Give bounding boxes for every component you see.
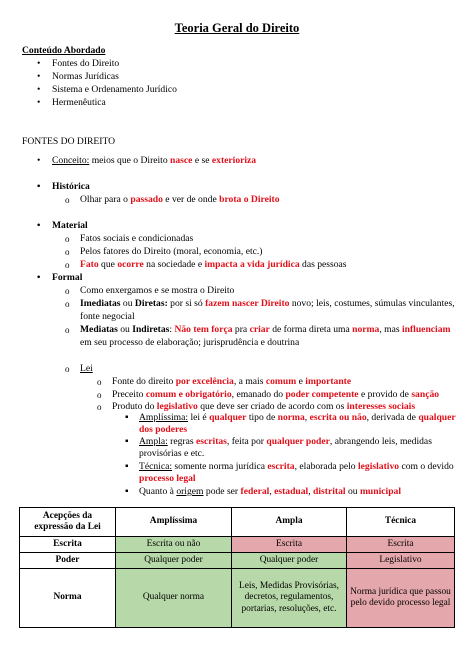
highlight: passado — [130, 194, 163, 205]
table-header: Amplíssima — [116, 508, 232, 537]
mediatas-line — [80, 324, 451, 336]
highlight: exterioriza — [211, 155, 257, 166]
text: meios que o Direito — [89, 155, 171, 166]
text: Olhar para o — [80, 194, 131, 205]
highlight: distrital — [313, 486, 346, 497]
text: e provido de — [358, 389, 412, 400]
text: regras — [167, 436, 197, 447]
text: Preceito — [112, 389, 146, 400]
text: novo; leis, costumes, súmulas vinculantes, — [289, 298, 455, 309]
highlight: fazem nascer Direito — [205, 298, 290, 309]
text: e — [296, 376, 306, 387]
text: ou — [345, 486, 360, 497]
tecnica-cont: processo legal — [139, 473, 196, 484]
table-cell: Escrita ou não — [116, 537, 232, 553]
highlight: estadual — [274, 486, 309, 497]
highlight: Não tem força — [174, 324, 233, 335]
text: Fonte do direito — [112, 376, 176, 387]
mediatas-cont: em seu processo de elaboração; jurisprudência e doutrina — [80, 337, 300, 348]
text: , — [304, 412, 310, 423]
text: e ver de onde — [162, 194, 220, 205]
label: Indiretas — [132, 324, 170, 335]
text: , a mais — [233, 376, 266, 387]
text: ou — [117, 324, 133, 335]
imediatas-line — [80, 298, 455, 310]
text: origem — [176, 486, 204, 497]
highlight: legislativo — [156, 401, 198, 412]
page-title: Teoria Geral do Direito — [174, 21, 300, 35]
text: pra — [232, 324, 250, 335]
highlight: escritas — [196, 436, 227, 447]
highlight: impacta a vida jurídica — [204, 259, 300, 270]
row-label: Poder — [20, 553, 116, 569]
label: Imediatas — [80, 298, 121, 309]
conteudo-item: • Normas Jurídicas — [52, 71, 119, 83]
amplissima-cont: dos poderes — [139, 424, 188, 435]
imediatas-cont: fonte negocial — [80, 311, 135, 322]
material-label: • Material — [52, 220, 88, 232]
table-cell: Qualquer poder — [232, 553, 347, 569]
table-cell: Escrita — [232, 537, 347, 553]
table-header-row — [20, 508, 455, 537]
highlight: norma — [352, 324, 380, 335]
conceito-line — [52, 155, 256, 167]
highlight: Fato — [80, 259, 99, 270]
material-sub — [80, 259, 347, 271]
conteudo-item: • Fontes do Direito — [52, 58, 119, 70]
highlight: sanção — [411, 389, 440, 400]
highlight: norma — [277, 412, 305, 423]
fontes-heading: FONTES DO DIREITO — [22, 136, 116, 147]
table-header: Ampla — [232, 508, 347, 537]
conceito-label: Conceito: — [52, 155, 90, 166]
lei-item — [112, 376, 351, 388]
amplissima-line — [139, 412, 456, 424]
tecnica-line — [139, 461, 454, 473]
label: Amplíssima: — [139, 412, 189, 423]
table-row — [20, 569, 455, 628]
material-sub: o Fatos sociais e condicionadas — [80, 233, 193, 245]
ampla-line — [139, 436, 432, 448]
table-row — [20, 537, 455, 553]
label: Ampla: — [139, 436, 168, 447]
text: lei é — [188, 412, 210, 423]
formal-sub: o Como enxergamos e se mostra o Direito — [80, 285, 234, 297]
label: Técnica: — [139, 461, 173, 472]
conteudo-item: • Sistema e Ordenamento Jurídico — [52, 84, 177, 96]
table-cell: Qualquer poder — [116, 553, 232, 569]
table-cell: Legislativo — [347, 553, 455, 569]
text: tipo de — [246, 412, 278, 423]
acepcoes-table — [19, 507, 455, 628]
lei-label: o Lei — [80, 363, 93, 375]
formal-label: • Formal — [52, 272, 82, 284]
table-cell: Leis, Medidas Provisórias, decretos, regulamentos, portarias, resoluções, etc. — [232, 569, 347, 628]
conteudo-heading: Conteúdo Abordado — [22, 45, 106, 56]
table-cell: Norma jurídica que passou pelo devido processo legal — [347, 569, 455, 628]
text: com o devido — [399, 461, 454, 472]
historica-label: • Histórica — [52, 181, 90, 193]
text: por si só — [167, 298, 206, 309]
text: , feita por — [226, 436, 267, 447]
highlight: criar — [249, 324, 270, 335]
conteudo-item: • Hermenêutica — [52, 97, 106, 109]
text: somente norma jurídica — [172, 461, 268, 472]
table-row — [20, 553, 455, 569]
highlight: influenciam — [401, 324, 451, 335]
text: pode ser — [203, 486, 241, 497]
highlight: qualquer poder — [266, 436, 330, 447]
table-header: Técnica — [347, 508, 455, 537]
highlight: nasce — [170, 155, 193, 166]
table-header: Acepções da expressão da Lei — [20, 508, 116, 537]
highlight: interesses sociais — [346, 401, 416, 412]
text: de forma direta uma — [269, 324, 353, 335]
row-label: Escrita — [20, 537, 116, 553]
text: , derivada de — [366, 412, 419, 423]
highlight: por excelência — [175, 376, 234, 387]
label: Diretas: — [134, 298, 168, 309]
highlight: comum e obrigatório — [145, 389, 232, 400]
text: ou — [120, 298, 135, 309]
historica-line — [80, 194, 280, 206]
text: que — [98, 259, 118, 270]
text: , abrangendo leis, medidas — [329, 436, 432, 447]
highlight: brota o Direito — [219, 194, 280, 205]
text: , — [308, 486, 314, 497]
table-cell: Escrita — [347, 537, 455, 553]
text: , — [269, 486, 275, 497]
text: , emanado do — [231, 389, 286, 400]
text: Quanto à — [139, 486, 177, 497]
ampla-cont: provisórias e etc. — [139, 448, 205, 459]
text: e se — [192, 155, 212, 166]
highlight: federal — [240, 486, 270, 497]
highlight: escrita — [267, 461, 295, 472]
text: na sociedade e — [143, 259, 205, 270]
text: das pessoas — [299, 259, 347, 270]
text: , elaborada pelo — [294, 461, 358, 472]
material-sub: o Pelos fatores do Direito (moral, economia, etc.) — [80, 246, 263, 258]
highlight: qualquer — [209, 412, 247, 423]
highlight: comum — [265, 376, 297, 387]
label: Mediatas — [80, 324, 118, 335]
highlight: poder competente — [285, 389, 359, 400]
row-label: Norma — [20, 569, 116, 628]
highlight: legislativo — [358, 461, 400, 472]
highlight: escrita ou não — [309, 412, 367, 423]
origem-line — [139, 486, 401, 498]
highlight: municipal — [359, 486, 401, 497]
text: Produto do — [112, 401, 157, 412]
table-cell: Qualquer norma — [116, 569, 232, 628]
text: que deve ser criado de acordo com os — [197, 401, 347, 412]
text: : — [169, 324, 175, 335]
highlight: importante — [305, 376, 352, 387]
highlight: ocorre — [117, 259, 144, 270]
highlight: qualquer — [418, 412, 456, 423]
text: , mas — [379, 324, 402, 335]
lei-item — [112, 389, 439, 401]
